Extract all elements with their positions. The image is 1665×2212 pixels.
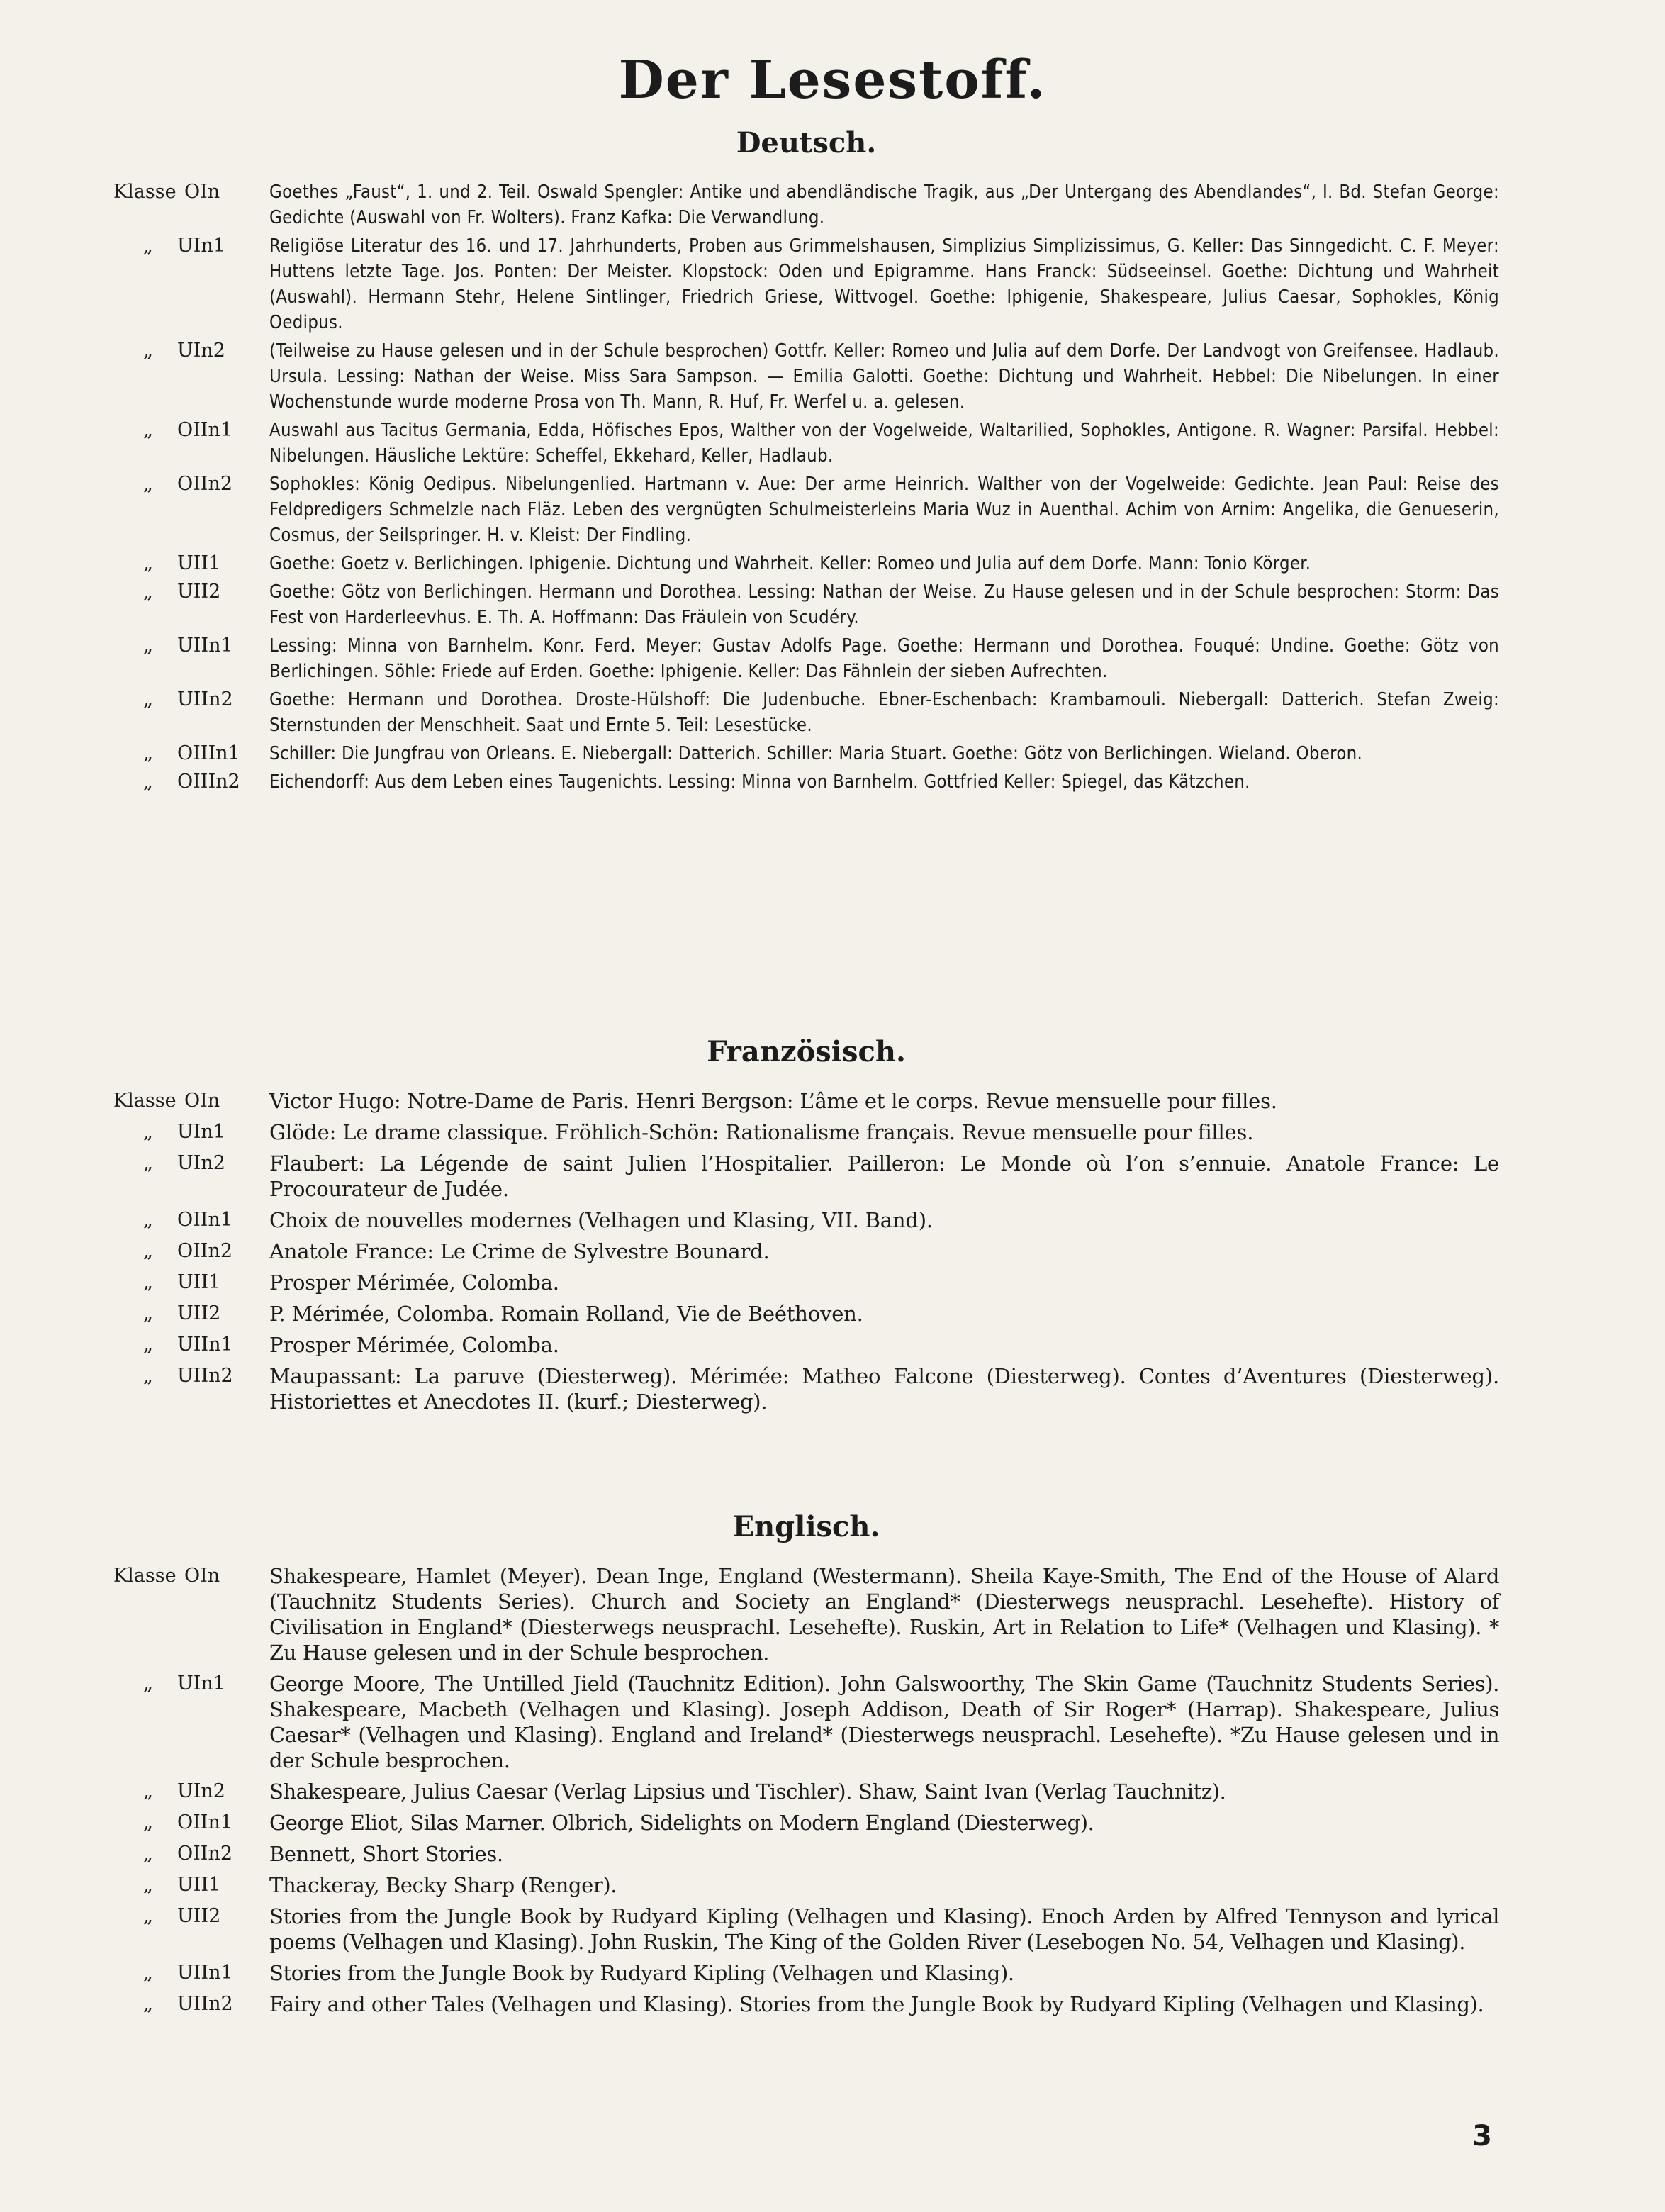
class-name: OIn [184, 181, 220, 203]
class-name: OIn [184, 1565, 220, 1587]
reading-list-text: Sophokles: König Oedipus. Nibelungenlied. Hartmann v. Aue: Der arme Heinrich. Walther von der Vogelweide: Gedichte. Jean Paul: Reise des Feldpredigers Schmelzle nach Fläz. Leben des vergnügten Schulmeisterleins Maria Wuz in Auenthal. Achim von Arnim: Angelika, die Genueserin, Cosmus, der Seilspringer. H. v. Kleist: Der Findling. [269, 474, 1499, 546]
entry-label [113, 551, 269, 576]
class-name: UIn2 [177, 340, 225, 362]
entry-label [113, 1151, 269, 1176]
class-name: UIIn1 [177, 1334, 233, 1356]
ditto-mark: „ [143, 419, 153, 441]
entry-label [113, 769, 269, 795]
class-name: UIIn2 [177, 1993, 233, 2015]
entry-label [113, 1563, 269, 1589]
entry-label [113, 418, 269, 443]
page-title: Der Lesestoff. [618, 50, 1047, 111]
entry-label [113, 1363, 269, 1389]
reading-list-text: P. Mérimée, Colomba. Romain Rolland, Vie de Beéthoven. [269, 1302, 863, 1326]
entry-label [113, 1960, 269, 1986]
entry-label [113, 1992, 269, 2017]
section-englisch [113, 1510, 1499, 2023]
ditto-mark: „ [143, 552, 153, 574]
reading-list-text: Anatole France: Le Crime de Sylvestre Bounard. [269, 1239, 770, 1263]
class-name: UII1 [177, 1271, 221, 1293]
reading-list-text: Fairy and other Tales (Velhagen und Klasing). Stories from the Jungle Book by Rudyard Kipling (Velhagen und Klasing). [269, 1992, 1484, 2016]
ditto-mark: „ [143, 1874, 153, 1896]
class-name: OIIIn2 [177, 771, 240, 793]
entry-label [113, 338, 269, 364]
ditto-mark: „ [143, 771, 153, 793]
reading-list-text: George Moore, The Untilled Jield (Tauchnitz Edition). John Galswoorthy, The Skin Game (Tauchnitz Students Series). Shakespeare, Macbeth (Velhagen und Klasing). Joseph Addison, Death of Sir Roger* (Harrap). Shakespeare, Julius Caesar* (Velhagen und Klasing). England and Ireland* (Diesterwegs neusprachl. Lesehefte). *Zu Hause gelesen und in der Schule besprochen. [269, 1672, 1499, 1772]
reading-list-text: Stories from the Jungle Book by Rudyard Kipling (Velhagen und Klasing). Enoch Arden by Alfred Tennyson and lyrical poems (Velhagen und Klasing). John Ruskin, The King of the Golden River (Lesebogen No. 54, Velhagen und Klasing). [269, 1904, 1499, 1954]
list-item [113, 1332, 1499, 1358]
ditto-mark: „ [143, 1302, 153, 1324]
entry-label [113, 471, 269, 497]
page-number: 3 [1472, 2120, 1492, 2152]
section-heading: Deutsch. [736, 126, 877, 160]
entry-label [113, 1088, 269, 1114]
ditto-mark: „ [143, 1780, 153, 1802]
entry-label [113, 741, 269, 766]
list-item [113, 1779, 1499, 1804]
list-item [113, 741, 1499, 766]
entry-label [113, 1904, 269, 1929]
ditto-mark: „ [143, 1209, 153, 1231]
class-name: UIn1 [177, 1121, 225, 1143]
ditto-mark: „ [143, 1271, 153, 1293]
list-item [113, 551, 1499, 576]
list-item [113, 1207, 1499, 1233]
reading-list-text: Eichendorff: Aus dem Leben eines Taugenichts. Lessing: Minna von Barnhelm. Gottfried Keller: Spiegel, das Kätzchen. [269, 771, 1250, 793]
ditto-mark: „ [143, 1121, 153, 1143]
entry-label [113, 1810, 269, 1836]
section-heading: Englisch. [732, 1510, 880, 1543]
list-item [113, 1671, 1499, 1773]
reading-list-text: Goethe: Hermann und Dorothea. Droste-Hülshoff: Die Judenbuche. Ebner-Eschenbach: Krambamouli. Niebergall: Datterich. Stefan Zweig: Sternstunden der Menschheit. Saat und Ernte 5. Teil: Lesestücke. [269, 689, 1499, 736]
ditto-mark: „ [143, 1905, 153, 1927]
ditto-mark: „ [143, 1672, 153, 1694]
entry-label [113, 1872, 269, 1898]
ditto-mark: „ [143, 688, 153, 710]
ditto-mark: „ [143, 1240, 153, 1262]
reading-list-text: Schiller: Die Jungfrau von Orleans. E. Niebergall: Datterich. Schiller: Maria Stuart. Goethe: Götz von Berlichingen. Wieland. Oberon. [269, 743, 1363, 764]
entry-label [113, 687, 269, 713]
class-name: OIIn2 [177, 1843, 233, 1865]
class-name: UIn1 [177, 1672, 225, 1694]
section-deutsch [113, 126, 1499, 798]
entry-label [113, 633, 269, 659]
ditto-mark: „ [143, 1334, 153, 1356]
list-item [113, 1088, 1499, 1114]
entry-label [113, 1239, 269, 1264]
reading-list-text: Maupassant: La paruve (Diesterweg). Mérimée: Matheo Falcone (Diesterweg). Contes d’Aventures (Diesterweg). Historiettes et Anecdotes II. (kurf.; Diesterweg). [269, 1364, 1499, 1414]
reading-list-text: Goethe: Goetz v. Berlichingen. Iphigenie. Dichtung und Wahrheit. Keller: Romeo und Julia auf dem Dorfe. Mann: Tonio Körger. [269, 553, 1311, 574]
class-name: UII2 [177, 1905, 221, 1927]
list-item [113, 471, 1499, 548]
reading-list-text: Shakespeare, Julius Caesar (Verlag Lipsius und Tischler). Shaw, Saint Ivan (Verlag Tauchnitz). [269, 1780, 1226, 1804]
class-name: UII2 [177, 581, 221, 603]
class-name: UIIn2 [177, 1365, 233, 1387]
klasse-label: Klasse [113, 1565, 176, 1587]
reading-list-text: Prosper Mérimée, Colomba. [269, 1333, 559, 1357]
klasse-label: Klasse [113, 1090, 176, 1112]
ditto-mark: „ [143, 1365, 153, 1387]
ditto-mark: „ [143, 1152, 153, 1174]
list-item [113, 633, 1499, 684]
ditto-mark: „ [143, 340, 153, 362]
entry-label [113, 1779, 269, 1804]
ditto-mark: „ [143, 1843, 153, 1865]
section-heading: Französisch. [707, 1035, 906, 1068]
reading-list-text: Goethes „Faust“, 1. und 2. Teil. Oswald Spengler: Antike und abendländische Tragik, aus „Der Untergang des Abendlandes“, I. Bd. Stefan George: Gedichte (Auswahl von Fr. Wolters). Franz Kafka: Die Verwandlung. [269, 181, 1499, 228]
ditto-mark: „ [143, 1962, 153, 1984]
reading-list-text: Goethe: Götz von Berlichingen. Hermann und Dorothea. Lessing: Nathan der Weise. Zu Hause gelesen und in der Schule besprochen: Storm: Das Fest von Harderleevhus. E. Th. A. Hoffmann: Das Fräulein von Scudéry. [269, 581, 1499, 628]
list-item [113, 338, 1499, 415]
list-item [113, 1151, 1499, 1202]
reading-list-text: Glöde: Le drame classique. Fröhlich-Schön: Rationalisme français. Revue mensuelle pour filles. [269, 1120, 1254, 1144]
reading-list-text: Bennett, Short Stories. [269, 1842, 503, 1866]
ditto-mark: „ [143, 235, 153, 257]
entry-label [113, 1301, 269, 1326]
section-franzoesisch [113, 1035, 1499, 1420]
list-item [113, 687, 1499, 738]
class-name: UIIn2 [177, 688, 233, 710]
ditto-mark: „ [143, 1993, 153, 2015]
entry-label [113, 1119, 269, 1145]
list-item [113, 1810, 1499, 1836]
reading-list-text: Thackeray, Becky Sharp (Renger). [269, 1873, 617, 1897]
entry-label [113, 1671, 269, 1697]
entry-label [113, 179, 269, 205]
list-item [113, 1960, 1499, 1986]
ditto-mark: „ [143, 635, 153, 657]
list-item [113, 1904, 1499, 1955]
class-name: OIIn1 [177, 419, 233, 441]
reading-list-text: Religiöse Literatur des 16. und 17. Jahrhunderts, Proben aus Grimmelshausen, Simplizius Simplizissimus, G. Keller: Das Sinngedicht. C. F. Meyer: Huttens letzte Tage. Jos. Ponten: Der Meister. Klopstock: Oden und Epigramme. Hans Franck: Südseeinsel. Goethe: Dichtung und Wahrheit (Auswahl). Hermann Stehr, Helene Sintlinger, Friedrich Griese, Wittvogel. Goethe: Iphigenie, Shakespeare, Julius Caesar, Sophokles, König Oedipus. [269, 235, 1499, 333]
ditto-mark: „ [143, 1811, 153, 1833]
entry-label [113, 1270, 269, 1295]
list-item [113, 769, 1499, 795]
class-name: OIIIn1 [177, 742, 240, 764]
list-item [113, 579, 1499, 630]
reading-list-text: Lessing: Minna von Barnhelm. Konr. Ferd. Meyer: Gustav Adolfs Page. Goethe: Hermann und Dorothea. Fouqué: Undine. Goethe: Götz von Berlichingen. Söhle: Friede auf Erden. Goethe: Iphigenie. Keller: Das Fähnlein der sieben Aufrechten. [269, 635, 1499, 682]
class-name: UIn1 [177, 235, 225, 257]
class-name: UII1 [177, 1874, 221, 1896]
class-name: UIn2 [177, 1780, 225, 1802]
entry-label [113, 233, 269, 259]
list-item [113, 1363, 1499, 1414]
class-name: OIIn1 [177, 1209, 233, 1231]
ditto-mark: „ [143, 742, 153, 764]
list-item [113, 1301, 1499, 1326]
class-name: OIIn2 [177, 473, 233, 495]
list-item [113, 1992, 1499, 2017]
reading-list-text: Auswahl aus Tacitus Germania, Edda, Höfisches Epos, Walther von der Vogelweide, Waltarilied, Sophokles, Antigone. R. Wagner: Parsifal. Hebbel: Nibelungen. Häusliche Lektüre: Scheffel, Ekkehard, Keller, Hadlaub. [269, 420, 1499, 467]
list-item [113, 1239, 1499, 1264]
reading-list-text: Flaubert: La Légende de saint Julien l’Hospitalier. Pailleron: Le Monde où l’on s’ennuie. Anatole France: Le Procourateur de Judée. [269, 1151, 1499, 1201]
list-item [113, 1119, 1499, 1145]
entry-label [113, 579, 269, 605]
ditto-mark: „ [143, 473, 153, 495]
reading-list-text: Prosper Mérimée, Colomba. [269, 1270, 559, 1295]
class-name: OIIn1 [177, 1811, 233, 1833]
list-item [113, 1563, 1499, 1665]
ditto-mark: „ [143, 581, 153, 603]
list-item [113, 418, 1499, 469]
list-item [113, 233, 1499, 335]
list-item [113, 1841, 1499, 1867]
list-item [113, 1872, 1499, 1898]
class-name: UIIn1 [177, 1962, 233, 1984]
list-item [113, 1270, 1499, 1295]
class-name: UIIn1 [177, 635, 233, 657]
entry-label [113, 1841, 269, 1867]
reading-list-text: Shakespeare, Hamlet (Meyer). Dean Inge, England (Westermann). Sheila Kaye-Smith, The End of the House of Alard (Tauchnitz Students Series). Church and Society an England* (Diesterwegs neusprachl. Lesehefte). History of Civilisation in England* (Diesterwegs neusprachl. Lesehefte). Ruskin, Art in Relation to Life* (Velhagen und Klasing). * Zu Hause gelesen und in der Schule besprochen. [269, 1564, 1499, 1665]
entry-label [113, 1207, 269, 1233]
list-item [113, 179, 1499, 230]
class-name: UII2 [177, 1302, 221, 1324]
entry-label [113, 1332, 269, 1358]
reading-list-text: Victor Hugo: Notre-Dame de Paris. Henri Bergson: L’âme et le corps. Revue mensuelle pour filles. [269, 1089, 1277, 1113]
class-name: OIIn2 [177, 1240, 233, 1262]
reading-list-text: Stories from the Jungle Book by Rudyard Kipling (Velhagen und Klasing). [269, 1961, 1014, 1985]
klasse-label: Klasse [113, 181, 176, 203]
reading-list-text: George Eliot, Silas Marner. Olbrich, Sidelights on Modern England (Diesterweg). [269, 1811, 1094, 1835]
reading-list-text: (Teilweise zu Hause gelesen und in der Schule besprochen) Gottfr. Keller: Romeo und Julia auf dem Dorfe. Der Landvogt von Greifensee. Hadlaub. Ursula. Lessing: Nathan der Weise. Miss Sara Sampson. — Emilia Galotti. Goethe: Dichtung und Wahrheit. Hebbel: Die Nibelungen. In einer Wochenstunde wurde moderne Prosa von Th. Mann, R. Huf, Fr. Werfel u. a. gelesen. [269, 340, 1499, 413]
class-name: UII1 [177, 552, 221, 574]
class-name: OIn [184, 1090, 220, 1112]
reading-list-text: Choix de nouvelles modernes (Velhagen und Klasing, VII. Band). [269, 1208, 933, 1232]
class-name: UIn2 [177, 1152, 225, 1174]
